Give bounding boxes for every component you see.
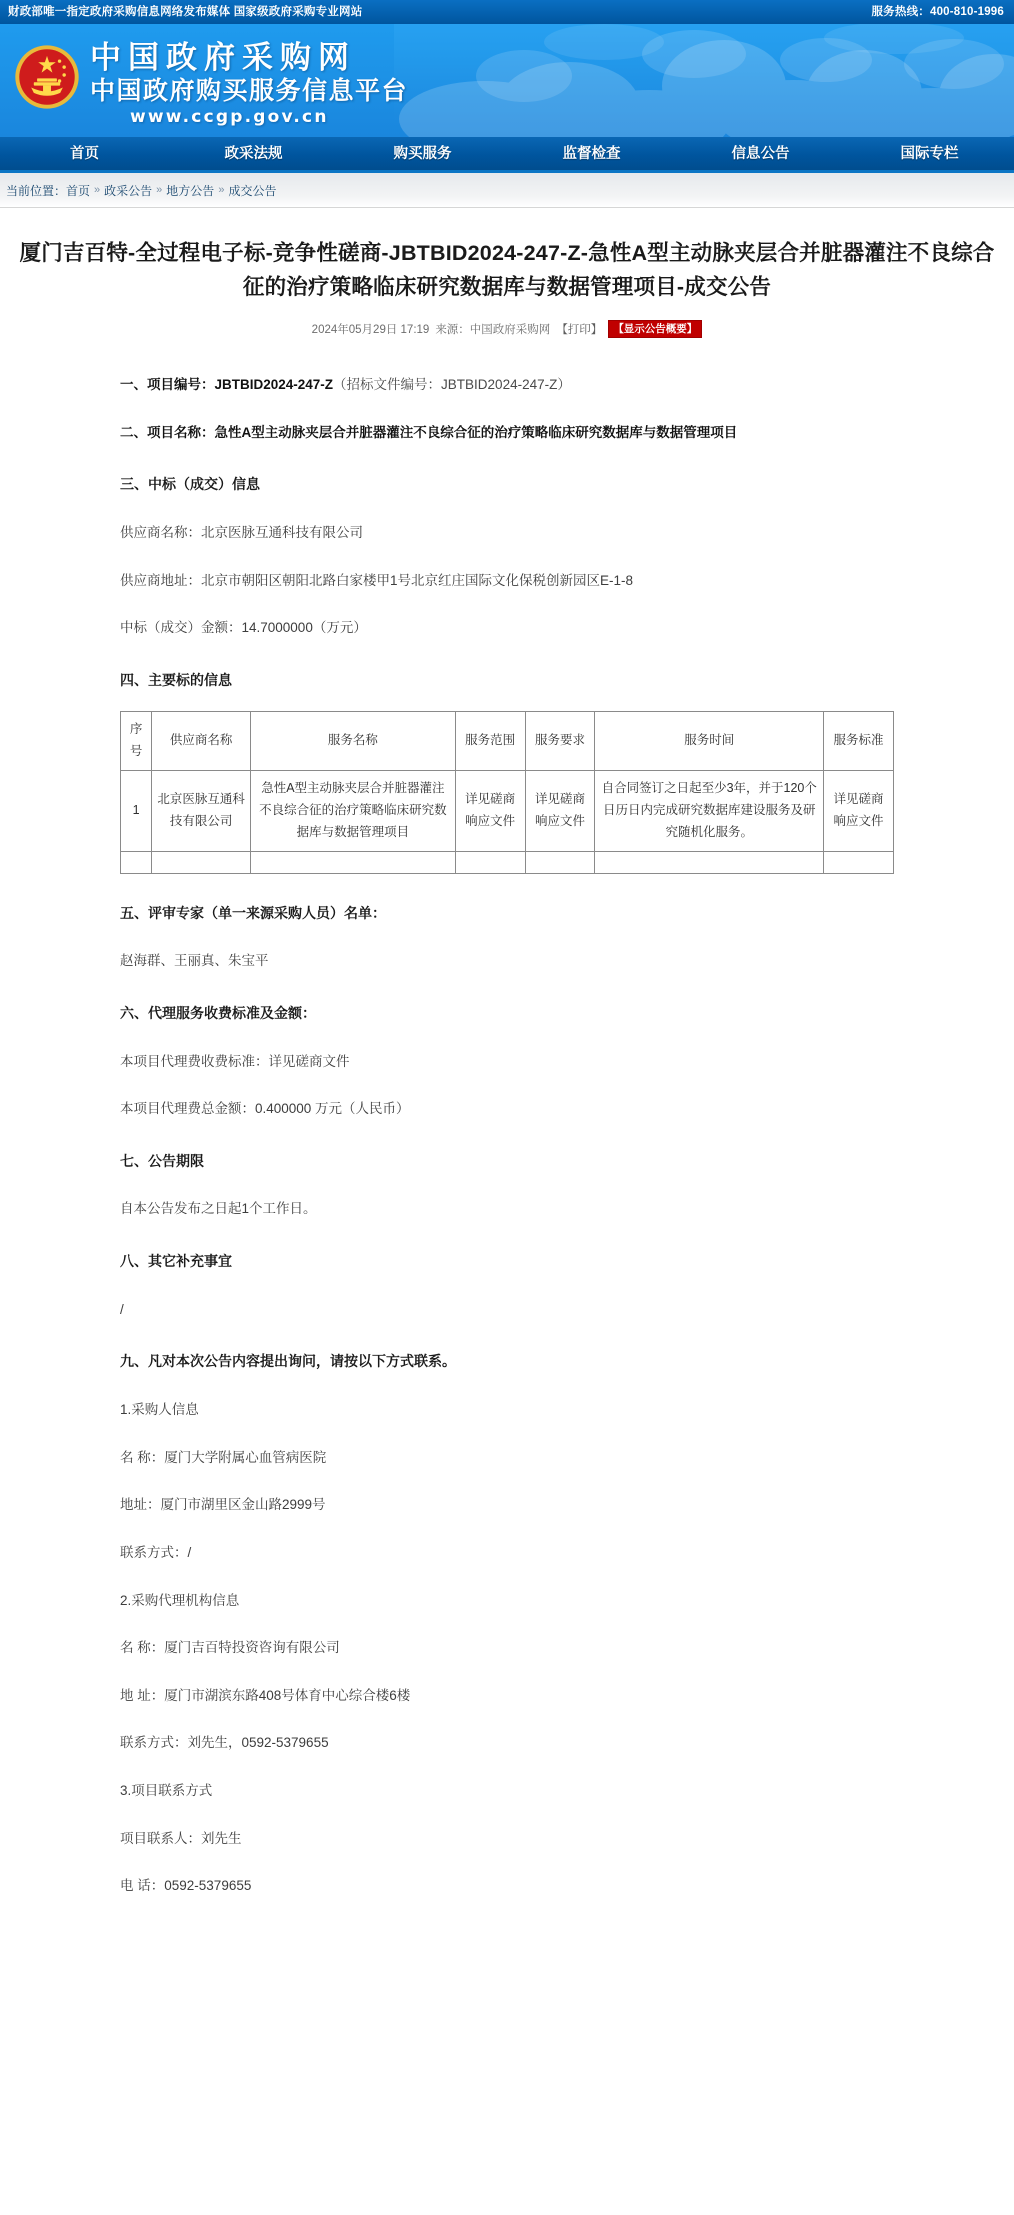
page-title: 厦门吉百特-全过程电子标-竞争性磋商-JBTBID2024-247-Z-急性A型主动脉夹层合并脏器灌注不良综合征的治疗策略临床研究数据库与数据管理项目-成交公告	[19, 241, 995, 299]
purchaser-address-value: 厦门市湖里区金山路2999号	[160, 1497, 326, 1513]
article-header	[0, 208, 1014, 338]
project-phone-label: 电 话：	[120, 1878, 165, 1894]
announcement-body	[0, 338, 1014, 1939]
agency-contact-value: 刘先生，0592-5379655	[187, 1735, 329, 1751]
breadcrumb-item-local[interactable]: 地方公告	[166, 183, 215, 198]
national-emblem-icon	[14, 44, 80, 110]
article-source: 来源：中国政府采购网	[435, 324, 551, 336]
project-contact-heading: 3.项目联系方式	[120, 1783, 213, 1799]
project-code-value: JBTBID2024-247-Z	[214, 377, 334, 392]
logo-url: www.ccgp.gov.cn	[130, 107, 329, 127]
section-5-heading: 五、评审专家（单一来源采购人员）名单：	[120, 904, 386, 921]
agency-fee-amount: 本项目代理费总金额：0.400000 万元（人民币）	[120, 1101, 410, 1117]
table-header	[121, 712, 894, 771]
project-code-note: （招标文件编号：JBTBID2024-247-Z）	[333, 377, 571, 392]
section-6-heading: 六、代理服务收费标准及金额：	[120, 1005, 316, 1021]
purchaser-name-label: 名 称：	[120, 1449, 165, 1465]
cell-empty-4	[455, 851, 525, 873]
table-col-standard: 服务标准	[824, 712, 894, 771]
award-amount-row	[120, 615, 894, 641]
award-amount-label: 中标（成交）金额：	[120, 620, 242, 636]
nav-item-supervision[interactable]: 监督检查	[562, 145, 621, 162]
section-project-name	[120, 420, 894, 446]
breadcrumb-item-home[interactable]: 首页	[66, 183, 91, 198]
print-link[interactable]: 【打印】	[556, 324, 603, 336]
cell-scope: 详见磋商响应文件	[455, 771, 525, 852]
purchaser-info-heading: 1.采购人信息	[120, 1401, 199, 1417]
project-contact-person-value: 刘先生	[201, 1830, 242, 1846]
supplier-address-value: 北京市朝阳区朝阳北路白家楼甲1号北京红庄国际文化保税创新园区E-1-8	[201, 572, 634, 588]
nav-item-regulations[interactable]: 政采法规	[224, 145, 283, 162]
article-meta	[14, 320, 1000, 338]
breadcrumb-separator-3: »	[218, 184, 225, 196]
agency-address-row	[120, 1683, 894, 1709]
agency-contact-label: 联系方式：	[120, 1735, 188, 1751]
supplier-address-row	[120, 568, 894, 594]
breadcrumb-label: 当前位置：	[6, 183, 67, 198]
breadcrumb-item-result[interactable]: 成交公告	[228, 183, 277, 198]
agency-address-value: 厦门市湖滨东路408号体育中心综合楼6楼	[164, 1687, 411, 1703]
nav-item-announcements[interactable]: 信息公告	[731, 145, 790, 162]
cell-requirement: 详见磋商响应文件	[525, 771, 595, 852]
agency-name-value: 厦门吉百特投资咨询有限公司	[164, 1640, 340, 1656]
section-9-heading: 九、凡对本次公告内容提出询问，请按以下方式联系。	[120, 1353, 456, 1370]
article-page	[0, 207, 1014, 1939]
project-contact-person-row	[120, 1826, 894, 1852]
table-col-no: 序号	[121, 712, 152, 771]
cell-empty-2	[152, 851, 251, 873]
site-logo[interactable]	[14, 30, 408, 128]
cell-service-name: 急性A型主动脉夹层合并脏器灌注不良综合征的治疗策略临床研究数据库与数据管理项目	[251, 771, 456, 852]
table-col-supplier: 供应商名称	[152, 712, 251, 771]
purchaser-contact-label: 联系方式：	[120, 1544, 188, 1560]
award-amount-value: 14.7000000（万元）	[241, 620, 367, 636]
table-row-empty	[121, 851, 894, 873]
agency-address-label: 地 址：	[120, 1687, 165, 1703]
agency-fee-standard: 本项目代理费收费标准：详见磋商文件	[120, 1053, 350, 1069]
section-project-code	[120, 372, 894, 398]
purchaser-contact-value: /	[187, 1544, 192, 1560]
purchaser-name-row	[120, 1445, 894, 1471]
publish-datetime: 2024年05月29日 17:19	[311, 324, 430, 336]
top-utility-bar	[0, 0, 1014, 24]
agency-info-heading: 2.采购代理机构信息	[120, 1592, 240, 1608]
announcement-period-value: 自本公告发布之日起1个工作日。	[120, 1201, 317, 1217]
nav-item-international[interactable]: 国际专栏	[900, 145, 959, 162]
table-col-time: 服务时间	[595, 712, 824, 771]
cell-supplier: 北京医脉互通科技有限公司	[152, 771, 251, 852]
other-matters-value: /	[120, 1301, 124, 1317]
cell-empty-6	[595, 851, 824, 873]
table-col-requirement: 服务要求	[525, 712, 595, 771]
agency-contact-row	[120, 1730, 894, 1756]
project-phone-value: 0592-5379655	[164, 1878, 252, 1894]
purchaser-name-value: 厦门大学附属心血管病医院	[164, 1449, 327, 1465]
section-3-heading: 三、中标（成交）信息	[120, 476, 260, 493]
cloud-decoration-icon	[394, 24, 1014, 137]
purchaser-contact-row	[120, 1540, 894, 1566]
breadcrumb-separator-1: »	[94, 184, 101, 196]
site-slogan: 财政部唯一指定政府采购信息网络发布媒体 国家级政府采购专业网站	[8, 6, 363, 18]
review-experts-value: 赵海群、王丽真、朱宝平	[120, 953, 269, 969]
purchaser-address-row	[120, 1492, 894, 1518]
section-8-heading: 八、其它补充事宜	[120, 1253, 232, 1270]
cell-empty-3	[251, 851, 456, 873]
nav-item-home[interactable]: 首页	[70, 145, 99, 162]
logo-title-line2: 中国政府购买服务信息平台	[90, 76, 409, 105]
cell-empty-7	[824, 851, 894, 873]
agency-name-label: 名 称：	[120, 1640, 165, 1656]
project-phone-row	[120, 1873, 894, 1899]
project-contact-person-label: 项目联系人：	[120, 1830, 201, 1846]
breadcrumb	[0, 173, 1014, 207]
supplier-name-label: 供应商名称：	[120, 524, 201, 540]
service-hotline: 服务热线：400-810-1996	[871, 6, 1004, 18]
cell-standard: 详见磋商响应文件	[824, 771, 894, 852]
table-body	[121, 771, 894, 874]
site-banner	[0, 24, 1014, 137]
logo-title-line1: 中国政府采购网	[90, 40, 356, 76]
agency-name-row	[120, 1635, 894, 1661]
project-name-value: 急性A型主动脉夹层合并脏器灌注不良综合征的治疗策略临床研究数据库与数据管理项目	[214, 424, 738, 440]
cell-empty-1	[121, 851, 152, 873]
table-header-row	[121, 712, 894, 771]
section-4-heading: 四、主要标的信息	[120, 671, 232, 688]
supplier-name-row	[120, 520, 894, 546]
table-col-scope: 服务范围	[455, 712, 525, 771]
cell-no: 1	[121, 771, 152, 852]
cell-time: 自合同签订之日起至少3年，并于120个日历日内完成研究数据库建设服务及研究随机化服务。	[595, 771, 824, 852]
supplier-name-value: 北京医脉互通科技有限公司	[201, 524, 363, 540]
table-row	[121, 771, 894, 852]
main-items-table	[120, 711, 894, 873]
table-col-service-name: 服务名称	[251, 712, 456, 771]
show-summary-badge[interactable]: 【显示公告概要】	[608, 320, 702, 338]
section-2-heading: 二、项目名称：	[120, 424, 215, 440]
nav-item-services[interactable]: 购买服务	[393, 145, 452, 162]
main-navigation	[0, 137, 1014, 173]
supplier-address-label: 供应商地址：	[120, 572, 201, 588]
section-7-heading: 七、公告期限	[120, 1152, 204, 1169]
breadcrumb-item-announcements[interactable]: 政采公告	[104, 183, 153, 198]
breadcrumb-separator-2: »	[156, 184, 163, 196]
purchaser-address-label: 地址：	[120, 1497, 161, 1513]
section-1-heading: 一、项目编号：	[120, 377, 215, 392]
cell-empty-5	[525, 851, 595, 873]
